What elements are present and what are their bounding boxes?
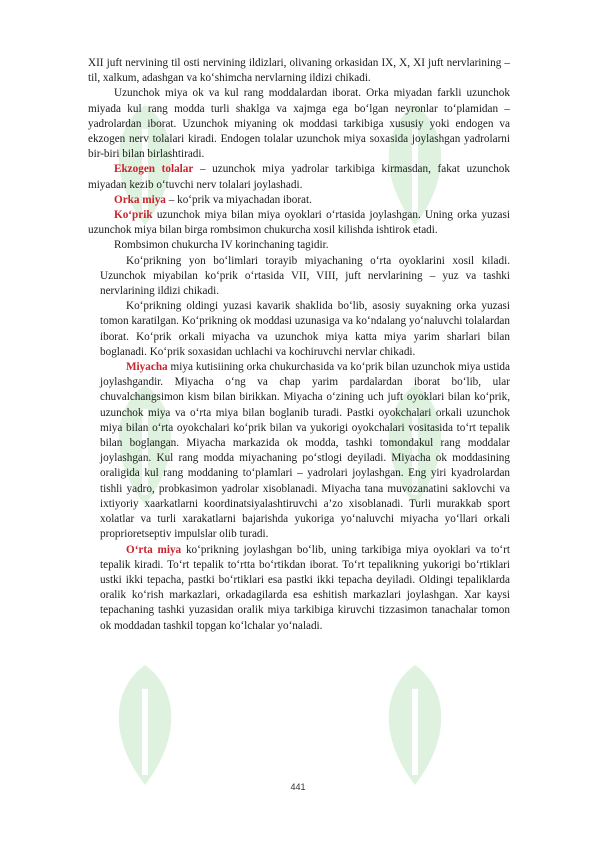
paragraph [88, 254, 510, 300]
watermark-leaf-icon [100, 660, 190, 790]
paragraph-text: Ko‘prikning oldingi yuzasi kavarik shaklida bo‘lib, asosiy suyakning orka yuzasi tomon karatilgan. Ko‘prikning ok moddasi uzunasiga va ko‘ndalang yo‘naluvchi tolalardan iborat. Ko‘prik orkali miyacha va uzunchok miya katta miya yarim sharlari bilan boglanadi. Ko‘prik soxasidan uchlachi va kochiruvchi nervlar chikadi. [100, 300, 510, 358]
term-highlight: Ekzogen tolalar [114, 163, 194, 176]
paragraph-text: miya kutisiining orka chukurchasida va ko‘prik bilan uzunchok miya ustida joylashgandir. Miyacha o‘ng va chap yarim pardalardan iborat bo‘lib, ular chuvalchangsimon kism bilan birikkan. Miyacha o‘zining uch juft oyoklari bilan ko‘prik, uzunchok miya va o‘rta miya bilan boglanib turadi. Pastki oyokchalari orkali uzunchok miya bilan o‘rta oyokchalari ko‘prik bilan va yukorigi oyokchalari vositasida to‘rt tepalik bilan boglangan. Miyacha markazida ok modda, tashki tomondakul rang moddalar joylashgan. Kul rang modda miyachaning po‘stlogi deyiladi. Miyacha ok moddasining oraligida kul rang moddaning to‘plamlari – yadrolari joylashgan. Eng yiri kyadrolardan tishli yadro, probkasimon yadrolar xisoblanadi. Miyacha tana muvozanatini saklovchi va ixtiyoriy xaarkatlarni koordinatsiyalashtiruvchi a’zo xisoblanadi. Turli murakkab sport xolatlar va turli xarakatlarni bajarishda yukoriga yo‘naluvchi miyacha yo‘llari orkali proprioretseptiv impulslar olib turadi. [100, 361, 510, 541]
term-highlight: Miyacha [126, 361, 168, 374]
paragraph [88, 299, 510, 360]
paragraph [88, 56, 510, 86]
paragraph [88, 86, 510, 162]
paragraph-text: – uzunchok miya yadrolar tarkibiga kirmasdan, fakat uzunchok miyadan kezib o‘tuvchi nerv tolalari joylashadi. [88, 163, 510, 191]
paragraph-text: uzunchok miya bilan miya oyoklari o‘rtasida joylashgan. Uning orka yuzasi uzunchok miya bilan birga rombsimon chukurcha xosil kilishda ishtirok etadi. [88, 209, 510, 237]
paragraph [88, 208, 510, 238]
term-highlight: Orka miya [114, 193, 166, 206]
paragraph [88, 162, 510, 192]
paragraph-text: ko‘prikning joylashgan bo‘lib, uning tarkibiga miya oyoklari va to‘rt tepalik kiradi. To‘rt tepalik to‘rtta bo‘rtikdan iborat. To‘rt tepalikning yukorigi bo‘rtiklari ustki ikki tepacha, pastki bo‘rtiklari esa pastki ikki tepacha deyiladi. Oldingi tepaliklarda oralik ko‘rish markazlari, orkadagilarda esa eshitish markazlari joylashgan. Xar kaysi tepachaning tashki yuzasidan oralik miya tarkibiga kiruvchi tizzasimon tanachalar tomon ok moddadan tashkil topgan ko‘lchalar yo‘naladi. [100, 543, 510, 632]
term-highlight: Ko‘prik [114, 209, 153, 222]
paragraph-text: Ko‘prikning yon bo‘limlari torayib miyachaning o‘rta oyoklarini xosil kiladi. Uzunchok miyabilan ko‘prik o‘rtasida VII, VIII, juft nervlarining – yuz va tashki nervlarining ildizi chikadi. [100, 254, 510, 298]
paragraph [88, 238, 510, 253]
paragraph [88, 543, 510, 634]
paragraph [88, 360, 510, 542]
paragraph-text: – ko‘prik va miyachadan iborat. [165, 193, 312, 206]
paragraph-text: Uzunchok miya ok va kul rang moddalardan iborat. Orka miyadan farkli uzunchok miyada kul rang modda turli shaklga va xajmga ega bo‘lgan neyronlar to‘plamidan – yadrolardan iborat. Uzunchok miyaning ok moddasi tarkibiga xususiy yoki endogen va ekzogen nerv tolalari kiradi. Endogen tolalar uzunchok miya soxasida joylashgan yadrolarni bir-biri bilan birlashtiradi. [88, 87, 510, 161]
page-number: 441 [290, 782, 306, 792]
paragraph-text: XII juft nervining til osti nervining ildizlari, olivaning orkasidan IX, X, XI juft nervlarining – til, xalkum, adashgan va ko‘shimcha nervlarning ildizi chikadi. [88, 57, 510, 85]
paragraph [88, 193, 510, 208]
paragraph-text: Rombsimon chukurcha IV korinchaning tagidir. [114, 239, 329, 252]
term-highlight: O‘rta miya [126, 543, 182, 556]
document-body [88, 56, 510, 634]
watermark-leaf-icon [370, 660, 460, 790]
